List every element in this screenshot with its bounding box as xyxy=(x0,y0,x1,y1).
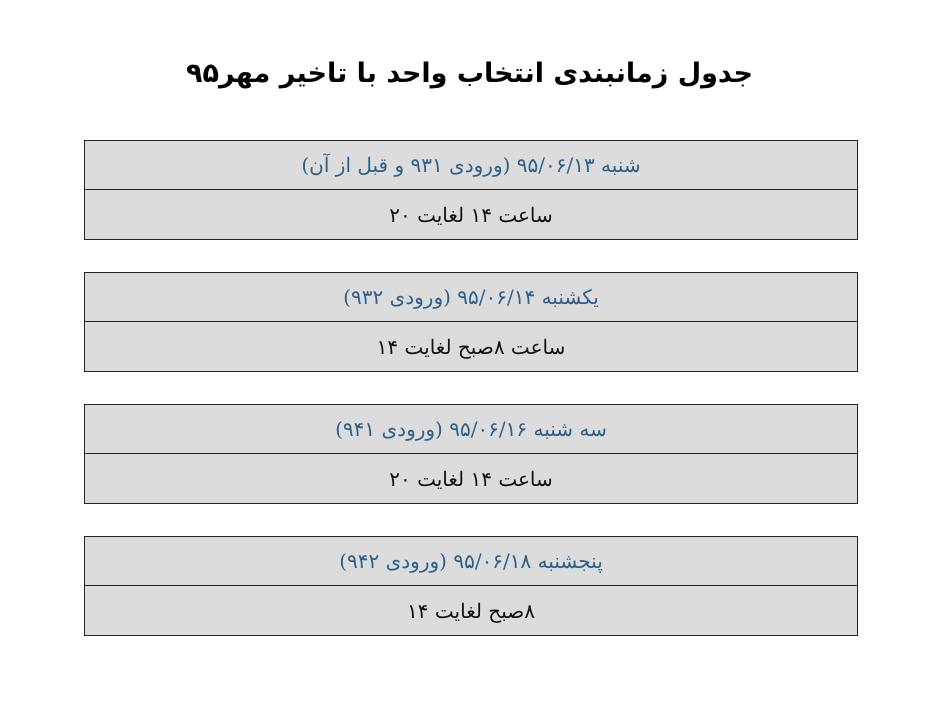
schedule-time-cell: ساعت ۱۴ لغایت ۲۰ xyxy=(85,190,857,239)
schedule-day-cell: شنبه ۹۵/۰۶/۱۳ (ورودی ۹۳۱ و قبل از آن) xyxy=(85,141,857,190)
schedule-table-1 xyxy=(84,140,858,240)
page-title: جدول زمانبندی انتخاب واحد با تاخیر مهر۹۵ xyxy=(186,58,753,89)
schedule-day-cell: پنجشنبه ۹۵/۰۶/۱۸ (ورودی ۹۴۲) xyxy=(85,537,857,586)
schedule-time-cell: ۸صبح لغایت ۱۴ xyxy=(85,586,857,635)
schedule-table-4 xyxy=(84,536,858,636)
schedule-day-cell: سه شنبه ۹۵/۰۶/۱۶ (ورودی ۹۴۱) xyxy=(85,405,857,454)
schedule-table-2 xyxy=(84,272,858,372)
schedule-time-cell: ساعت ۱۴ لغایت ۲۰ xyxy=(85,454,857,503)
schedule-day-cell: یکشنبه ۹۵/۰۶/۱۴ (ورودی ۹۳۲) xyxy=(85,273,857,322)
schedule-table-3 xyxy=(84,404,858,504)
schedule-time-cell: ساعت ۸صبح لغایت ۱۴ xyxy=(85,322,857,371)
